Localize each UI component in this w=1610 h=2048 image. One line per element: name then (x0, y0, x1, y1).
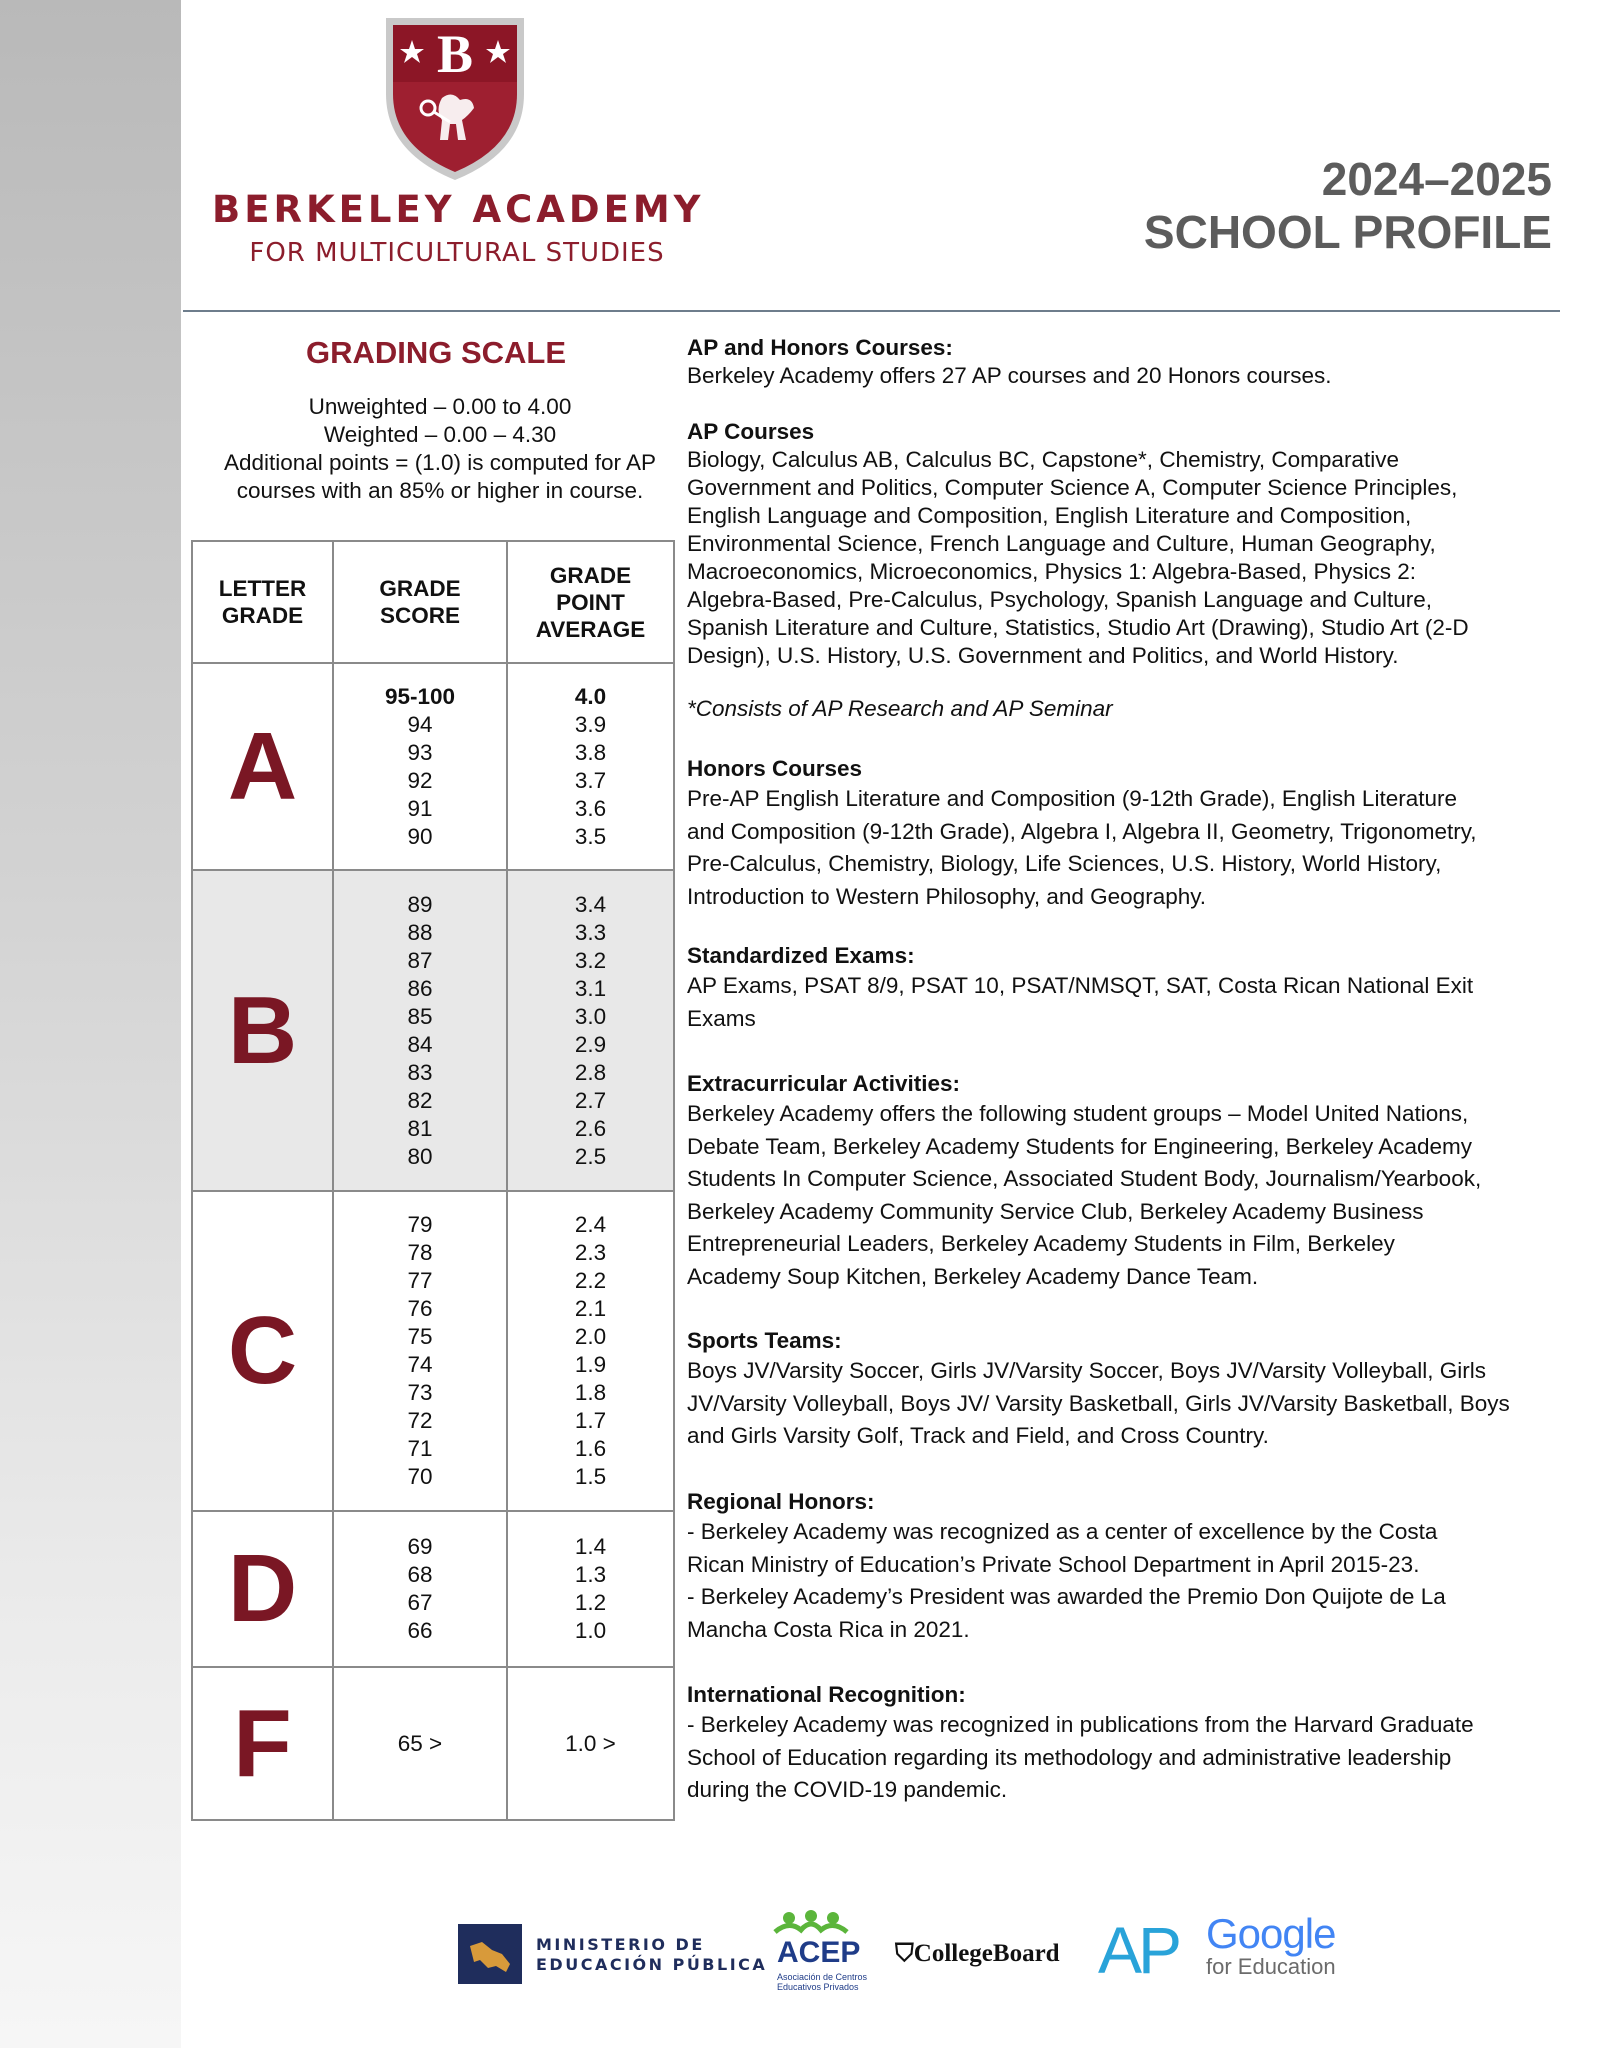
header-grade-score: GRADE SCORE (333, 541, 507, 663)
acep-logo: ACEP Asociación de Centros Educativos Privados (771, 1910, 891, 2000)
score-cell: 69 68 67 66 (333, 1511, 507, 1667)
ap-courses-section: AP Courses Biology, Calculus AB, Calculus BC, Capstone*, Chemistry, Comparative Government and Politics, Computer Science A, Computer Science Principles, English Language and Composition, English Literature and Composition, Environmental Science, French Language and Culture, Human Geography, Macroeconomics, Microeconomics, Physics 1: Algebra-Based, Physics 2: Algebra-Based, Pre-Calculus, Psychology, Spanish Language and Culture, Spanish Literature and Culture, Statistics, Studio Art (Drawing), Studio Art (2-D Design), U.S. History, U.S. Government and Politics, and World History. (687, 418, 1567, 670)
grading-note: Unweighted – 0.00 to 4.00 (308, 394, 572, 419)
letter-cell: C (192, 1191, 333, 1511)
standardized-exams-section: Standardized Exams: AP Exams, PSAT 8/9, PSAT 10, PSAT/NMSQT, SAT, Costa Rican National Exit Exams (687, 942, 1567, 1035)
letter-cell: F (192, 1667, 333, 1820)
ap-honors-section (687, 334, 1567, 390)
section-heading: Honors Courses (687, 756, 863, 781)
partner-logos (458, 1910, 1358, 2000)
header-letter-grade: LETTER GRADE (192, 541, 333, 663)
header-divider (183, 310, 1560, 312)
left-gray-bar (0, 0, 181, 2048)
gpa-cell: 1.0 > (507, 1667, 674, 1820)
capstone-note: *Consists of AP Research and AP Seminar (687, 696, 1113, 721)
mep-wordmark: MINISTERIO DE EDUCACIÓN PÚBLICA (536, 1935, 768, 1974)
letter-cell: B (192, 870, 333, 1191)
gpa-cell: 4.0 3.9 3.8 3.7 3.6 3.5 (507, 663, 674, 870)
international-recognition-section: International Recognition: - Berkeley Academy was recognized in publications from the Harvard Graduate School of Education regarding its methodology and administrative leadership during the COVID-19 pandemic. (687, 1681, 1567, 1807)
honors-courses-section: Honors Courses Pre-AP English Literature and Composition (9-12th Grade), English Literature and Composition (9-12th Grade), Algebra I, Algebra II, Geometry, Trigonometry, Pre-Calculus, Chemistry, Biology, Life Sciences, U.S. History, World History, Introduction to Western Philosophy, and Geography. (687, 755, 1567, 913)
gpa-cell: 1.4 1.3 1.2 1.0 (507, 1511, 674, 1667)
google-for-education-logo: Google for Education (1206, 1910, 1336, 1979)
grade-band-b (192, 870, 674, 1191)
section-heading: Standardized Exams: (687, 943, 915, 968)
grade-band-d (192, 1511, 674, 1667)
section-heading: International Recognition: (687, 1682, 966, 1707)
grading-scale-title: GRADING SCALE (305, 335, 567, 370)
score-cell: 65 > (333, 1667, 507, 1820)
school-logo (212, 10, 705, 268)
crest-icon (380, 12, 530, 182)
crest-letter: B (436, 24, 474, 84)
collegeboard-logo: ⛉CollegeBoard (895, 1940, 1060, 1967)
school-name: BERKELEY ACADEMY (212, 188, 705, 231)
ap-logo: AP (1098, 1913, 1179, 1987)
grade-band-a (192, 663, 674, 870)
section-heading: Sports Teams: (687, 1328, 842, 1353)
costa-rica-map-icon (458, 1924, 522, 1984)
regional-honors-section: Regional Honors: - Berkeley Academy was recognized as a center of excellence by the Costa Rican Ministry of Education’s Private School Department in April 2015-23. - Berkeley Academy’s President was awarded the Premio Don Quijote de La Mancha Costa Rica in 2021. (687, 1488, 1567, 1646)
profile-year: 2024–2025 (1321, 153, 1552, 205)
sports-teams-section: Sports Teams: Boys JV/Varsity Soccer, Girls JV/Varsity Soccer, Boys JV/Varsity Volleyball, Girls JV/Varsity Volleyball, Boys JV/ Varsity Basketball, Girls JV/Varsity Basketball, Boys and Girls Varsity Golf, Track and Field, and Cross Country. (687, 1327, 1567, 1453)
grade-band-f (192, 1667, 674, 1820)
grading-table (191, 540, 675, 1821)
score-cell: 79 78 77 76 75 74 73 72 71 70 (333, 1191, 507, 1511)
gpa-cell: 3.4 3.3 3.2 3.1 3.0 2.9 2.8 2.7 2.6 2.5 (507, 870, 674, 1191)
grading-note: Additional points = (1.0) is computed for AP (223, 450, 657, 475)
score-cell: 95-100 94 93 92 91 90 (333, 663, 507, 870)
collegeboard-shield-icon: ⛉ (895, 1940, 914, 1967)
profile-title: SCHOOL PROFILE (1143, 206, 1552, 258)
section-heading: Regional Honors: (687, 1489, 875, 1514)
grading-notes (195, 393, 685, 505)
extracurricular-section: Extracurricular Activities: Berkeley Academy offers the following student groups – Model United Nations, Debate Team, Berkeley Academy Students for Engineering, Berkeley Academy Students In Computer Science, Associated Student Body, Journalism/Yearbook, Berkeley Academy Community Service Club, Berkeley Academy Business Entrepreneurial Leaders, Berkeley Academy Students in Film, Berkeley Academy Soup Kitchen, Berkeley Academy Dance Team. (687, 1070, 1567, 1293)
letter-cell: A (192, 663, 333, 870)
score-cell: 89 88 87 86 85 84 83 82 81 80 (333, 870, 507, 1191)
mep-logo (458, 1924, 522, 1984)
grading-note: courses with an 85% or higher in course. (236, 478, 644, 503)
section-heading: Extracurricular Activities: (687, 1071, 961, 1096)
grading-note: Weighted – 0.00 – 4.30 (323, 422, 557, 447)
section-heading: AP Courses (687, 419, 815, 444)
school-subtitle: FOR MULTICULTURAL STUDIES (249, 238, 665, 268)
gpa-cell: 2.4 2.3 2.2 2.1 2.0 1.9 1.8 1.7 1.6 1.5 (507, 1191, 674, 1511)
section-text: Berkeley Academy offers 27 AP courses and 20 Honors courses. (687, 363, 1332, 388)
grade-band-c (192, 1191, 674, 1511)
header-grade-point-average: GRADE POINT AVERAGE (507, 541, 674, 663)
section-heading: AP and Honors Courses: (687, 335, 953, 360)
letter-cell: D (192, 1511, 333, 1667)
